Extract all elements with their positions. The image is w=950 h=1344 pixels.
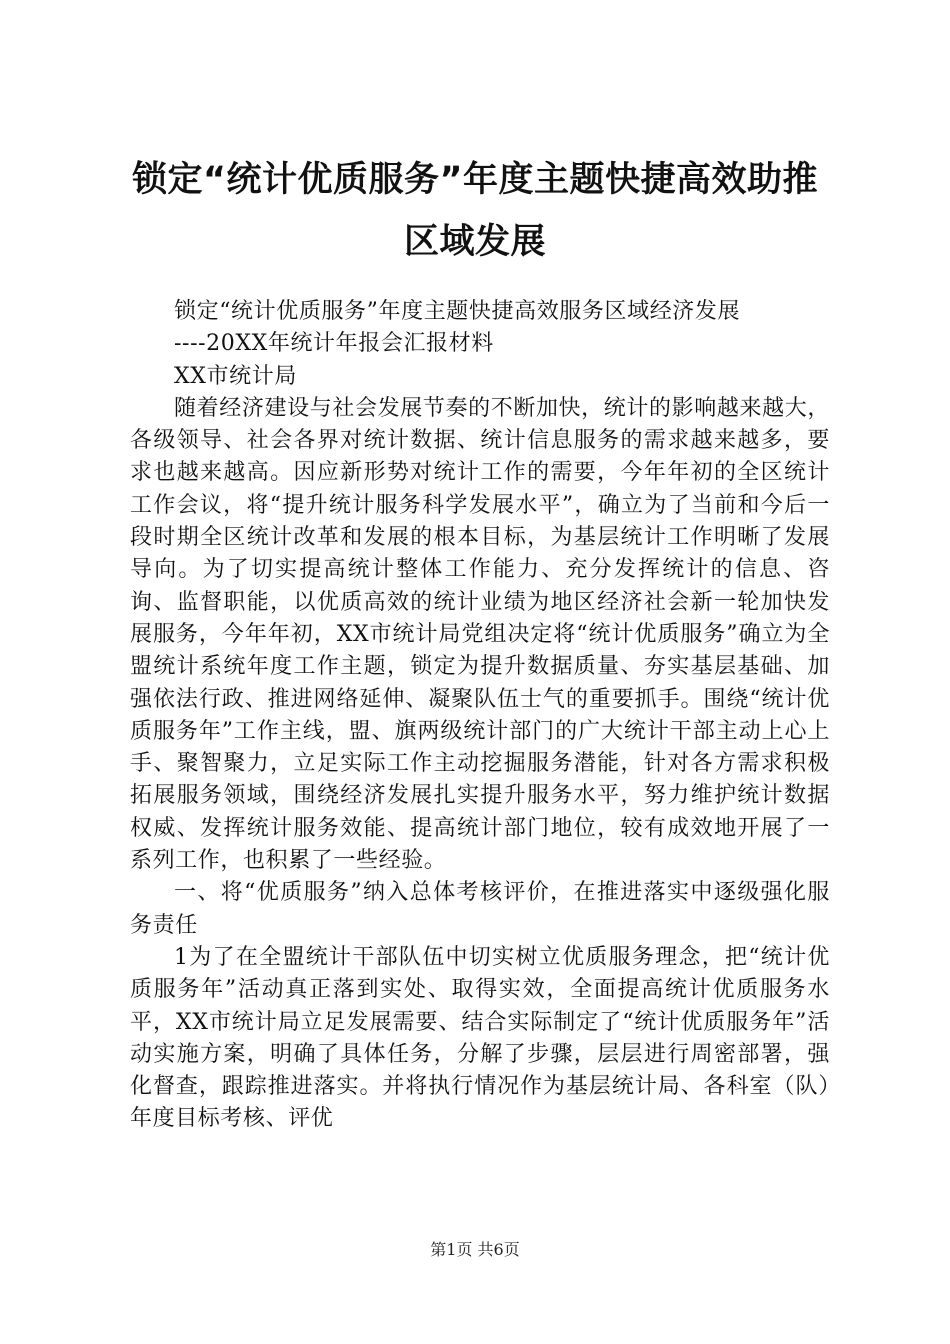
body-paragraph: 随着经济建设与社会发展节奏的不断加快，统计的影响越来越大，各级领导、社会各界对统计数据、统计信息服务的需求越来越多，要求也越来越高。因应新形势对统计工作的需要，今年年初的全区统计工作会议，将“提升统计服务科学发展水平”，确立为了当前和今后一段时期全区统计改革和发展的根本目标，为基层统计工作明晰了发展导向。为了切实提高统计整体工作能力、充分发挥统计的信息、咨询、监督职能，以优质高效的统计业绩为地区经济社会新一轮加快发展服务，今年年初，XX市统计局党组决定将“统计优质服务”确立为全盟统计系统年度工作主题，锁定为提升数据质量、夯实基层基础、加强依法行政、推进网络延伸、凝聚队伍士气的重要抓手。围绕“统计优质服务年”工作主线，盟、旗两级统计部门的广大统计干部主动上心上手、聚智聚力，立足实际工作主动挖掘服务潜能，针对各方需求积极拓展服务领域，围绕经济发展扎实提升服务水平，努力维护统计数据权威、发挥统计服务效能、提高统计部门地位，较有成效地开展了一系列工作，也积累了一些经验。 (130, 395, 830, 874)
page-footer: 第1页 共6页 (430, 1240, 520, 1259)
document-body (130, 296, 830, 1136)
author-paragraph: XX市统计局 (174, 363, 297, 389)
body-paragraph: 1为了在全盟统计干部队伍中切实树立优质服务理念，把“统计优质服务年”活动真正落到实处、取得实效，全面提高统计优质服务水平，XX市统计局立足发展需要、结合实际制定了“统计优质服务年”活动实施方案，明确了具体任务，分解了步骤，层层进行周密部署，强化督查，跟踪推进落实。并将执行情况作为基层统计局、各科室（队）年度目标考核、评优 (130, 944, 830, 1132)
section-heading: 一、将“优质服务”纳入总体考核评价，在推进落实中逐级强化服务责任 (130, 880, 830, 938)
report-label-paragraph: ----20XX年统计年报会汇报材料 (174, 331, 494, 357)
document-title-line-1: 锁定“统计优质服务”年度主题快捷高效助推 (131, 160, 818, 200)
subtitle-paragraph: 锁定“统计优质服务”年度主题快捷高效服务区域经济发展 (174, 299, 741, 324)
document-title-line-2: 区域发展 (403, 222, 546, 262)
